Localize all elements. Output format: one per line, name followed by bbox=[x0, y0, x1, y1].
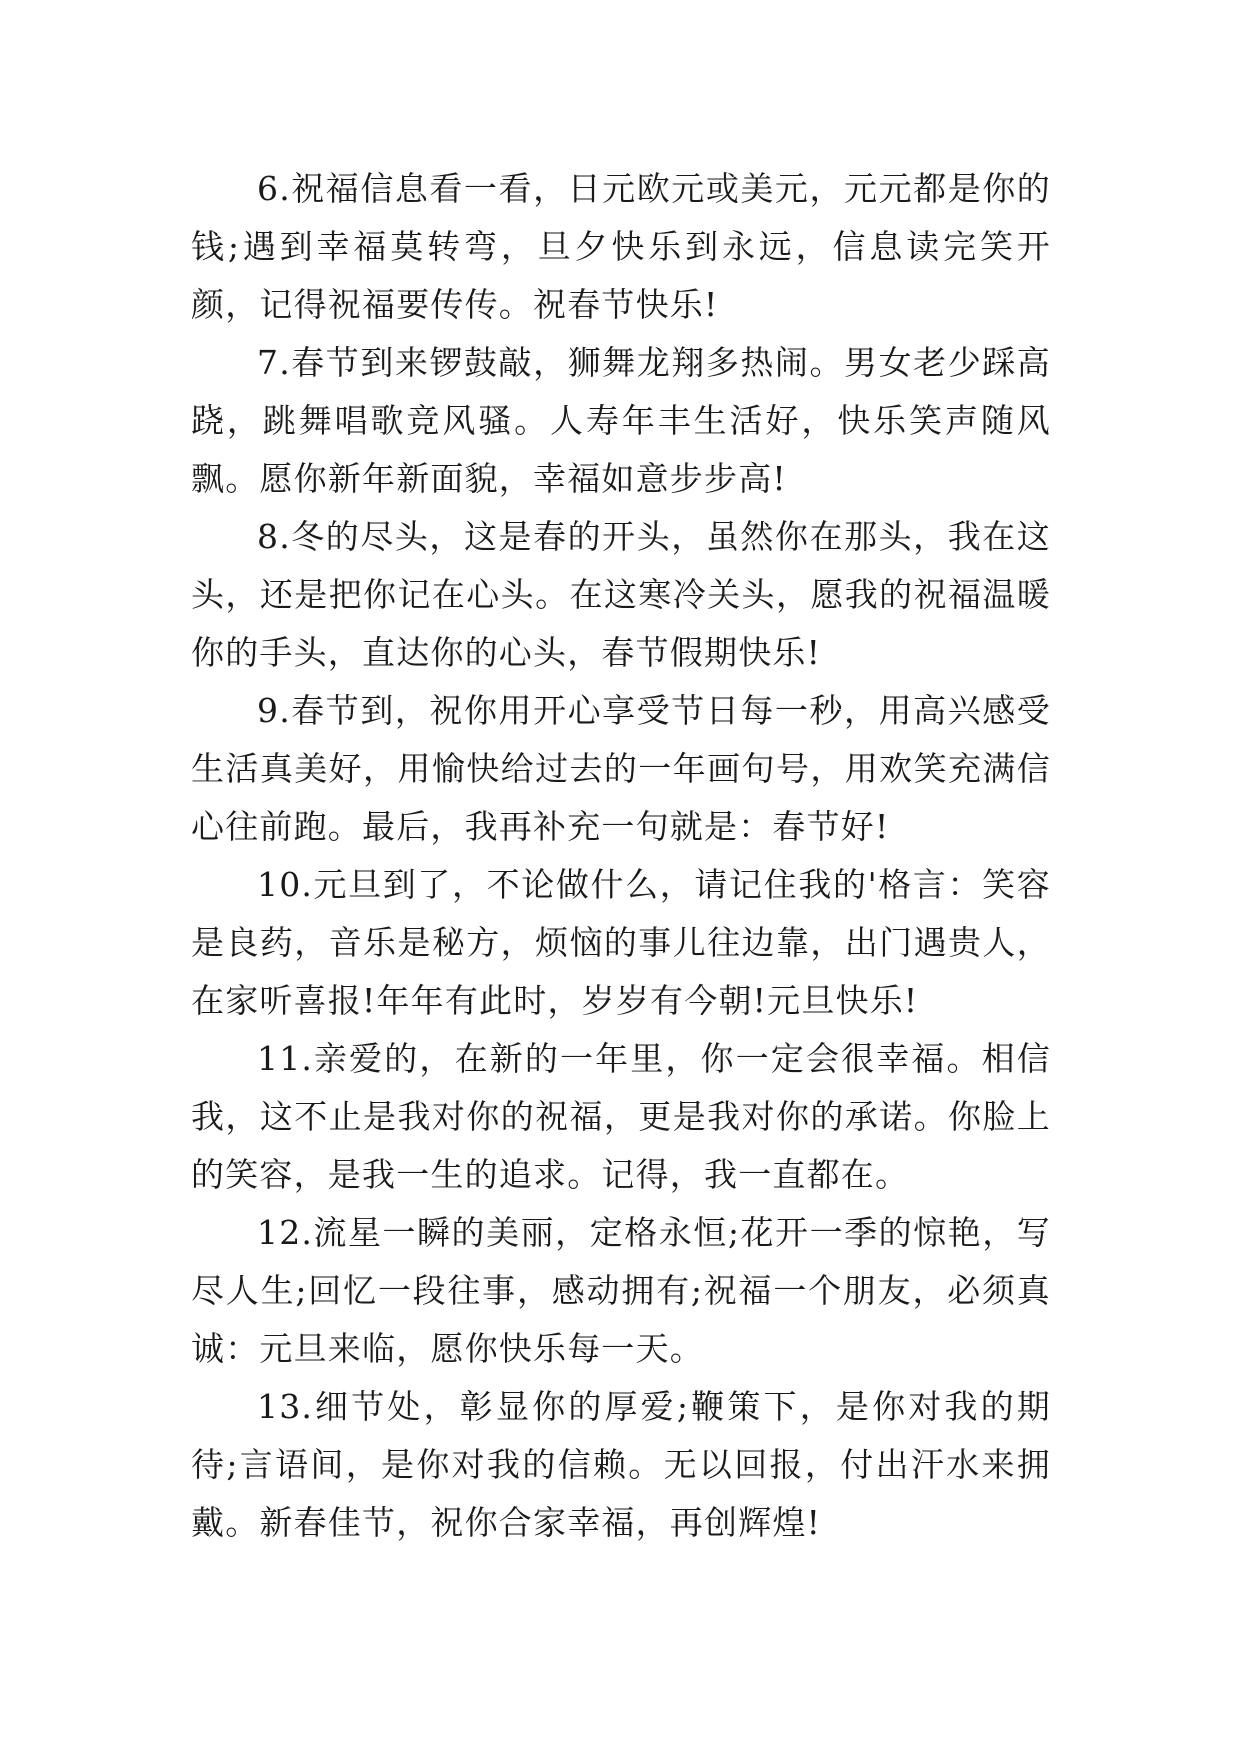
paragraph-12: 12.流星一瞬的美丽，定格永恒;花开一季的惊艳，写尽人生;回忆一段往事，感动拥有;祝福一个朋友，必须真诚：元旦来临，愿你快乐每一天。 bbox=[191, 1213, 1051, 1368]
paragraph-9: 9.春节到，祝你用开心享受节日每一秒，用高兴感受生活真美好，用愉快给过去的一年画句号，用欢笑充满信心往前跑。最后，我再补充一句就是：春节好! bbox=[191, 691, 1051, 846]
paragraph-8: 8.冬的尽头，这是春的开头，虽然你在那头，我在这头，还是把你记在心头。在这寒冷关头，愿我的祝福温暖你的手头，直达你的心头，春节假期快乐! bbox=[191, 517, 1051, 672]
paragraph-10: 10.元旦到了，不论做什么，请记住我的'格言：笑容是良药，音乐是秘方，烦恼的事儿往边靠，出门遇贵人，在家听喜报!年年有此时，岁岁有今朝!元旦快乐! bbox=[191, 865, 1051, 1020]
paragraph-7: 7.春节到来锣鼓敲，狮舞龙翔多热闹。男女老少踩高跷，跳舞唱歌竞风骚。人寿年丰生活好，快乐笑声随风飘。愿你新年新面貌，幸福如意步步高! bbox=[191, 343, 1051, 498]
paragraph-6: 6.祝福信息看一看，日元欧元或美元，元元都是你的钱;遇到幸福莫转弯，旦夕快乐到永远，信息读完笑开颜，记得祝福要传传。祝春节快乐! bbox=[191, 169, 1051, 324]
paragraph-13: 13.细节处，彰显你的厚爱;鞭策下，是你对我的期待;言语间，是你对我的信赖。无以回报，付出汗水来拥戴。新春佳节，祝你合家幸福，再创辉煌! bbox=[191, 1387, 1051, 1542]
document-body bbox=[191, 160, 1051, 1552]
paragraph-11: 11.亲爱的，在新的一年里，你一定会很幸福。相信我，这不止是我对你的祝福，更是我对你的承诺。你脸上的笑容，是我一生的追求。记得，我一直都在。 bbox=[191, 1039, 1051, 1194]
